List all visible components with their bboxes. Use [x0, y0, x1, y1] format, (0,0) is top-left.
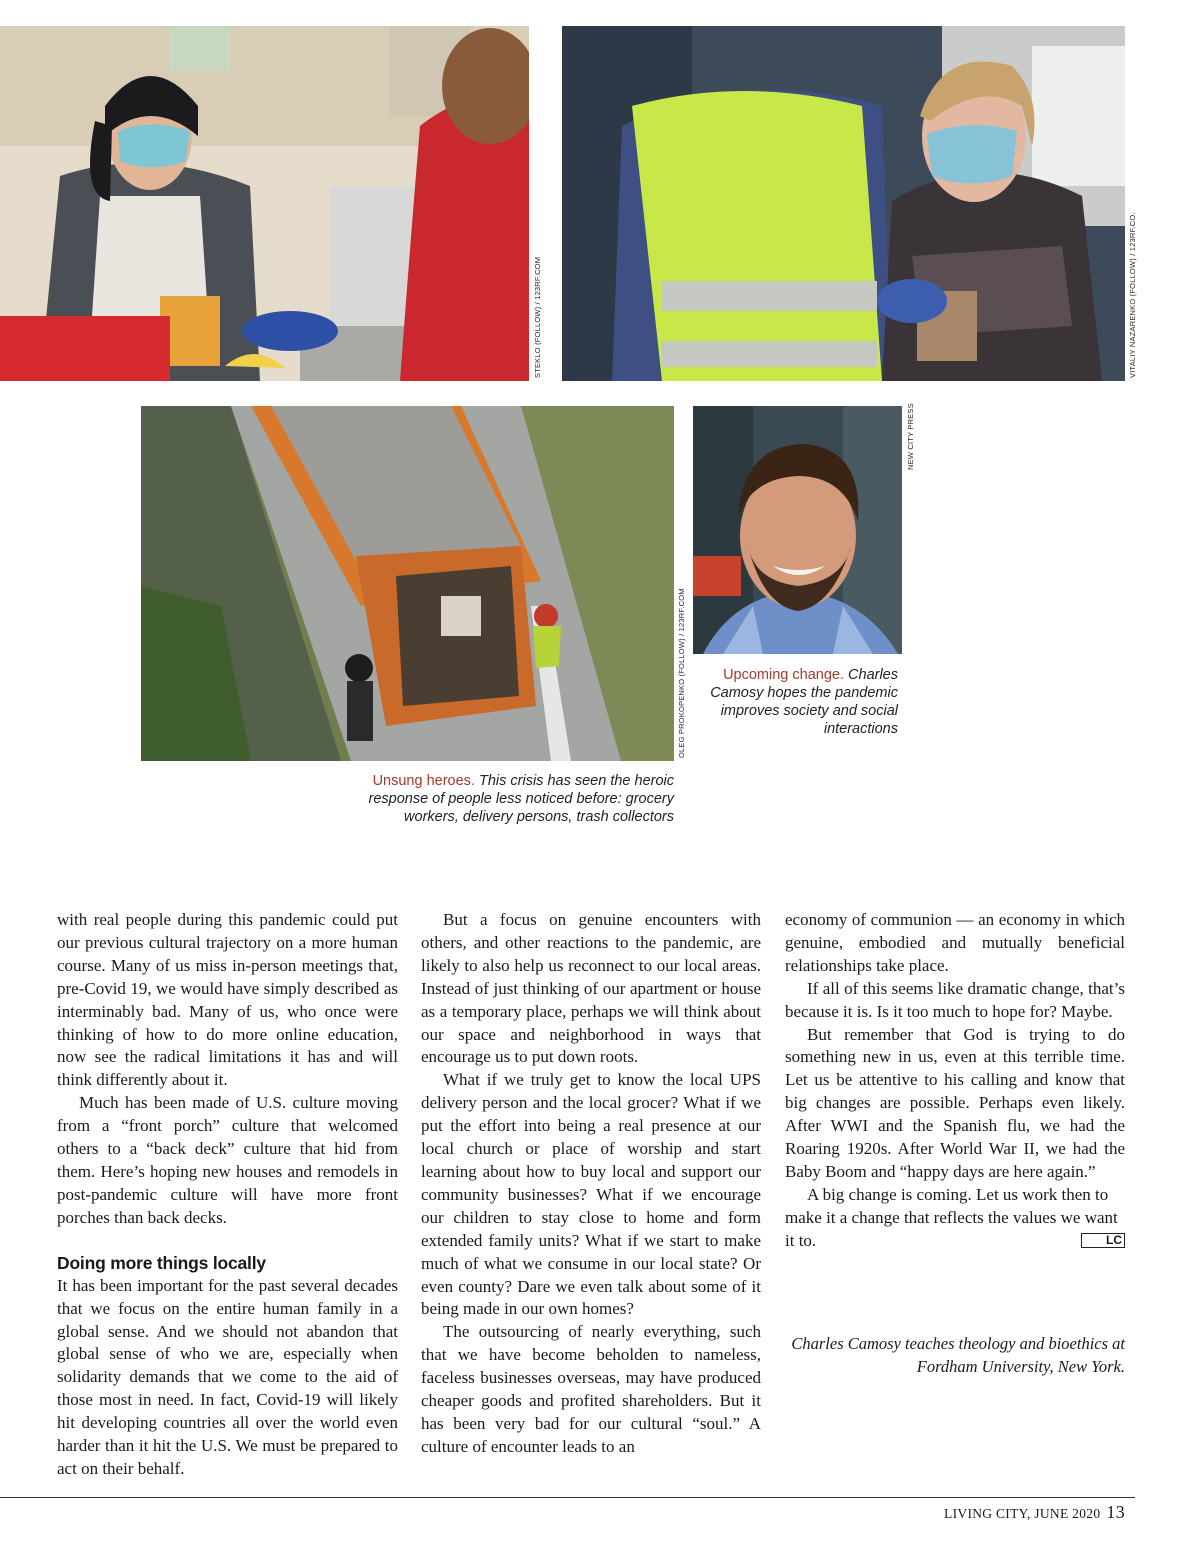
heroes-caption-text: This crisis has seen the heroic response of people less noticed before: grocery workers, delivery persons, trash collectors — [368, 773, 674, 825]
photo-cashier-credit: STEKLO (FOLLOW) / 123RF.COM — [533, 256, 542, 378]
photo-truck-credit: OLEG PROKOPENKO (FOLLOW) / 123RF.COM — [677, 588, 686, 758]
col2-paragraph-3: The outsourcing of nearly everything, such that we have become beholden to nameless, faceless businesses overseas, may have produced cheaper goods and profited shareholders. But it has been very bad for our cultural “soul.” A culture of encounter leads to an — [421, 1322, 761, 1456]
portrait-caption — [700, 666, 898, 738]
col1-paragraph-3: It has been important for the past several decades that we focus on the entire human family in a global sense. And we should not abandon that global sense of who we are, especially when solidarity demands that we come to the aid of those most in need. In fact, Covid-19 will likely hit developing countries all over the world even harder than it hit the U.S. We must be prepared to act on their behalf. — [57, 1275, 398, 1478]
col3-paragraph-4 — [785, 1184, 1125, 1253]
col3-paragraph-2: If all of this seems like dramatic change, that’s because it is. Is it too much to hope for? Maybe. — [785, 978, 1125, 1021]
col3-paragraph-1: economy of communion — an economy in which genuine, embodied and mutually beneficial relationships take place. — [785, 910, 1125, 975]
photo-delivery — [562, 26, 1125, 381]
col3-paragraph-4-text: A big change is coming. Let us work then to make it a change that reflects the values we want it to. — [785, 1184, 1118, 1250]
photo-cashier — [0, 26, 529, 381]
footer-rule — [0, 1497, 1135, 1498]
photo-truck — [141, 406, 674, 761]
end-mark-icon: LC — [1081, 1233, 1125, 1248]
photo-portrait-credit: NEW CITY PRESS — [906, 403, 915, 470]
article-column-1 — [57, 909, 398, 1481]
col2-paragraph-1: But a focus on genuine encounters with others, and other reactions to the pandemic, are likely to also help us reconnect to our local areas. Instead of just thinking of our apartment or house as a temporary place, perhaps we will think about our space and neighborhood in ways that encourage us to put down roots. — [421, 910, 761, 1067]
page-footer — [944, 1502, 1125, 1523]
section-heading: Doing more things locally — [57, 1252, 266, 1273]
publication-name: LIVING CITY, JUNE 2020 — [944, 1506, 1101, 1521]
article-column-2 — [421, 909, 761, 1459]
col1-paragraph-1: with real people during this pandemic could put our previous cultural trajectory on a more human course. Many of us miss in-person meetings that, pre-Covid 19, we would have simply described as interminably bad. Many of us, who once were thinking of how to do more online education, now see the radical limitations it has and will think differently about it. — [57, 910, 398, 1090]
heroes-caption — [320, 772, 674, 826]
photo-portrait — [693, 406, 902, 654]
author-bio: Charles Camosy teaches theology and bioethics at Fordham University, New York. — [791, 1334, 1125, 1376]
col1-paragraph-2: Much has been made of U.S. culture moving from a “front porch” culture that welcomed others to a “back deck” culture that hid from them. Here’s hoping new houses and remodels in post-pandemic culture will have more front porches than back decks. — [57, 1093, 398, 1227]
portrait-caption-lead: Upcoming change. — [723, 667, 844, 683]
article-column-3 — [785, 909, 1125, 1253]
heroes-caption-lead: Unsung heroes. — [372, 773, 475, 789]
photo-delivery-credit: VITALIY NAZARENKO (FOLLOW) / 123RF.CO. — [1128, 212, 1137, 378]
page-number: 13 — [1106, 1502, 1125, 1522]
portrait-caption-text: Charles Camosy hopes the pandemic improves society and social interactions — [710, 667, 898, 737]
col2-paragraph-2: What if we truly get to know the local UPS delivery person and the local grocer? What if we put the effort into being a real presence at our local church or place of worship and start learning about how to buy local and support our community businesses? What if we encourage our children to stay close to home and form extended family units? What if we start to make much of what we consume in our local state? Or even county? Dare we even talk about some of it being made in our own homes? — [421, 1070, 761, 1319]
col3-paragraph-3: But remember that God is trying to do something new in us, even at this terrible time. Let us be attentive to his calling and know that big changes are possible. Perhaps even likely. After WWI and the Spanish flu, we had the Roaring 1920s. After World War II, we had the Baby Boom and “happy days are here again.” — [785, 1024, 1125, 1181]
